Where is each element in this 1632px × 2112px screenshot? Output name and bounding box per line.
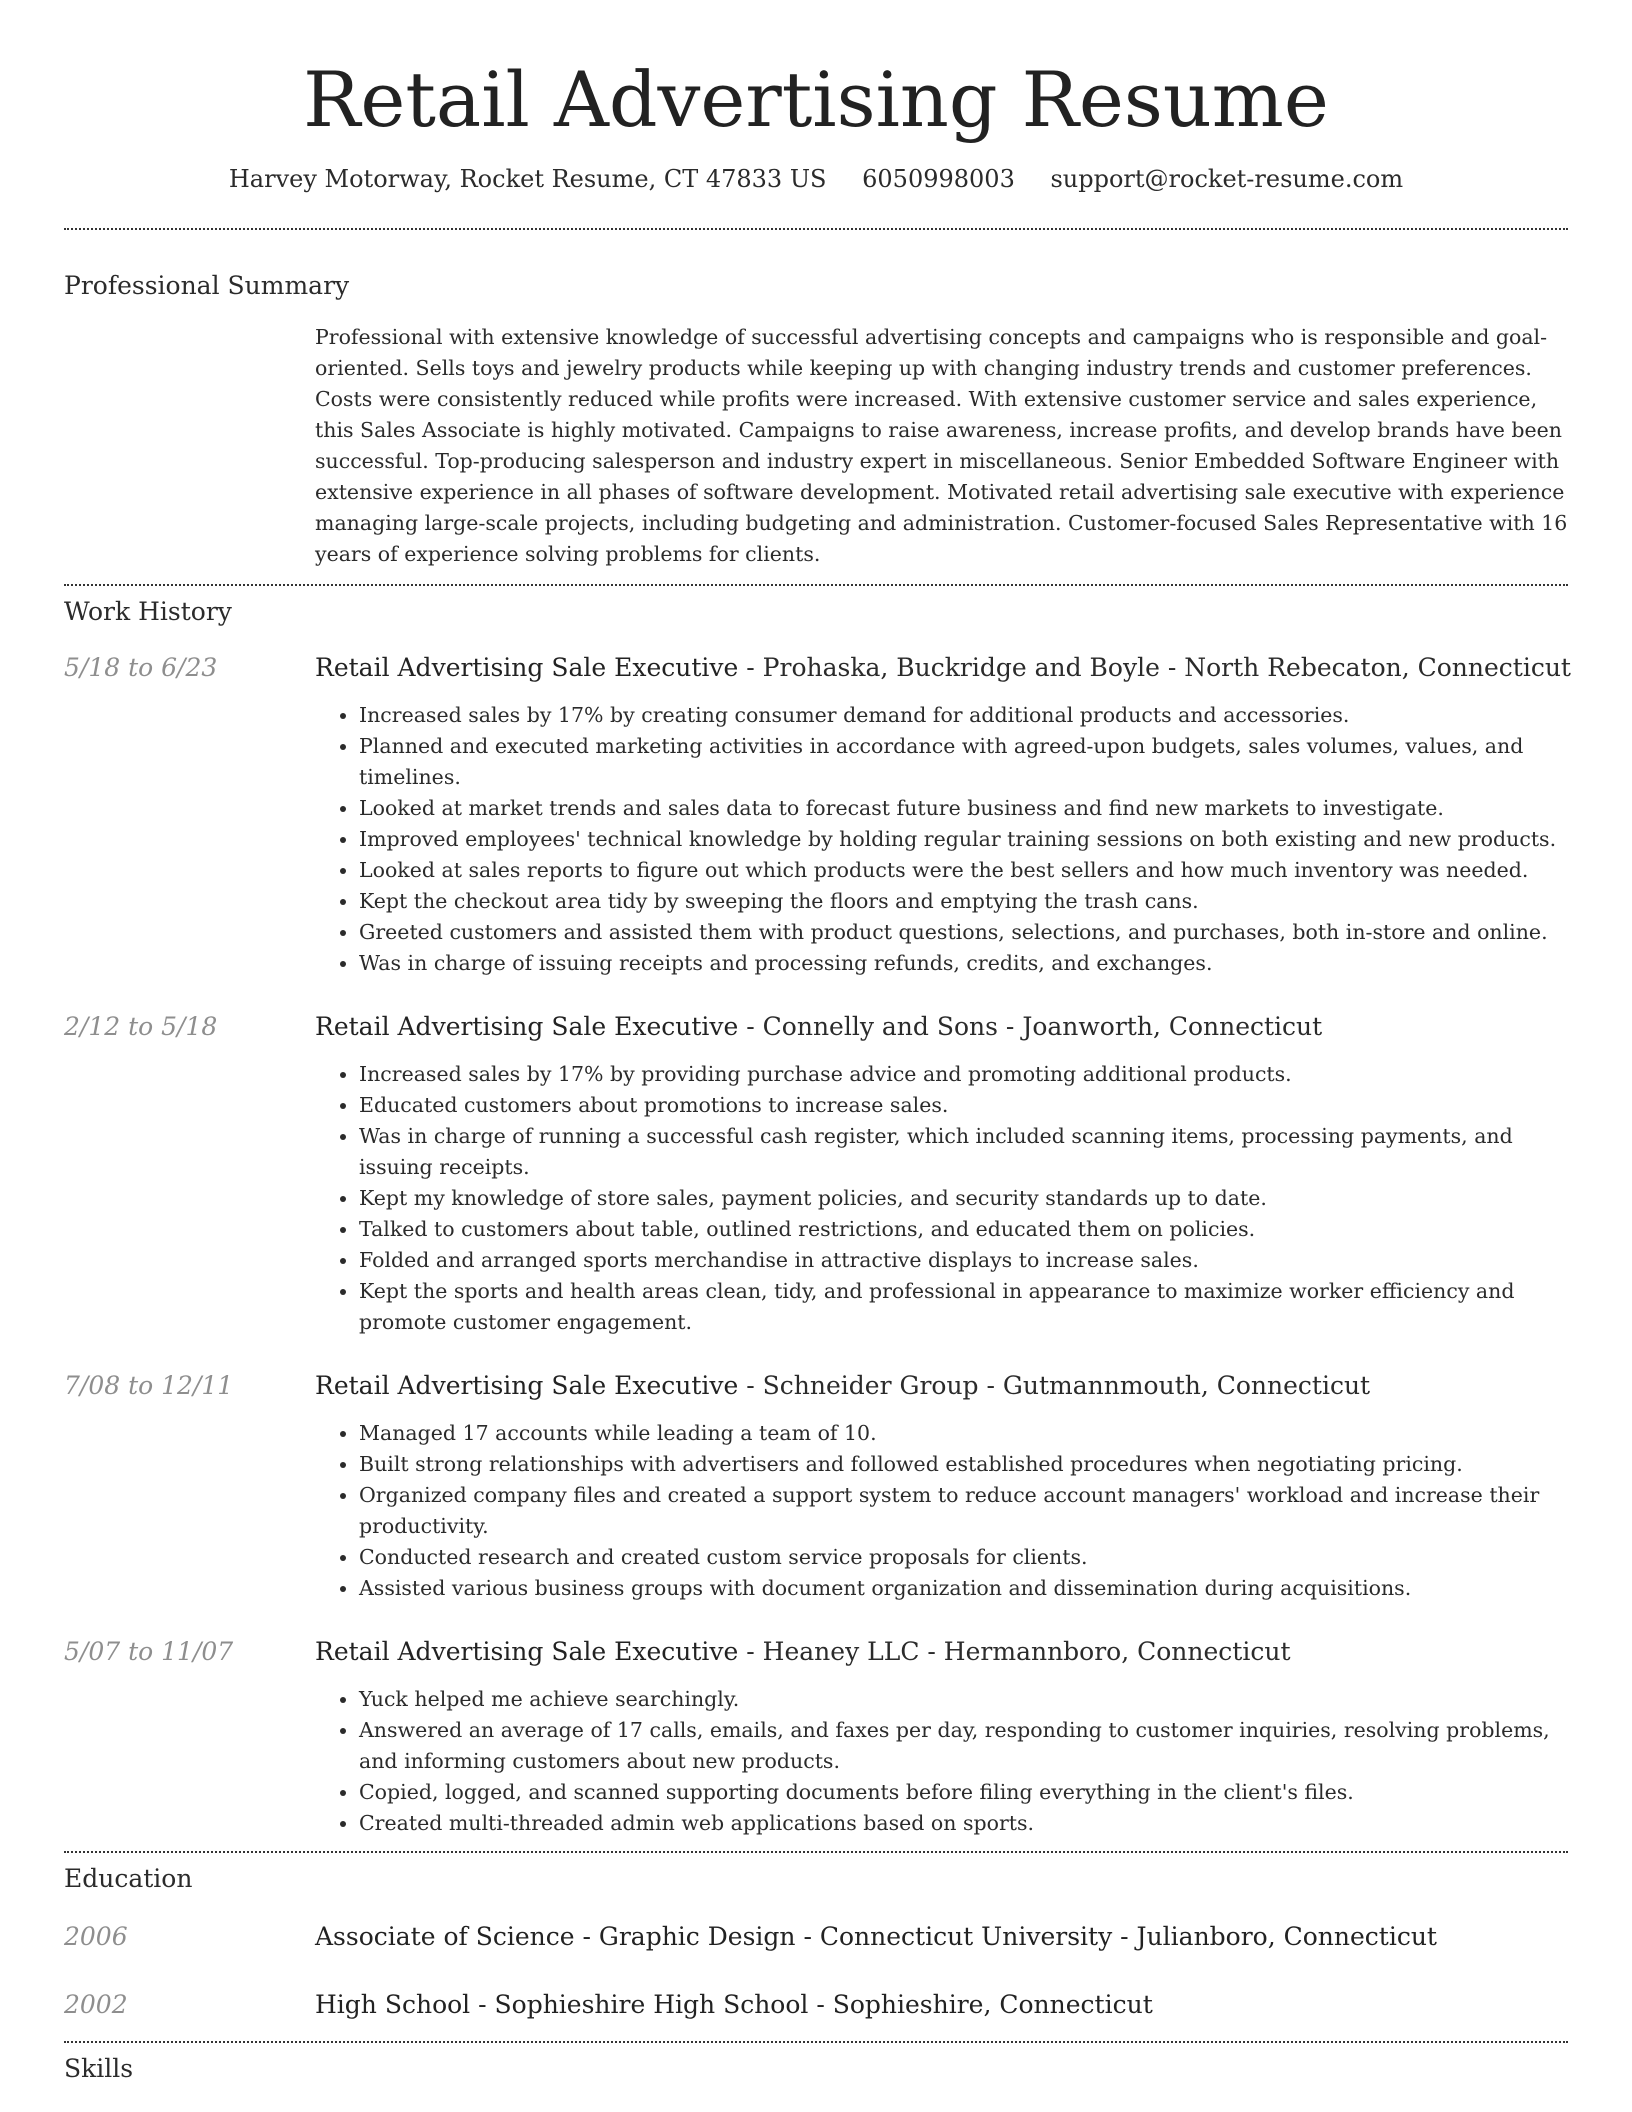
job-employer: - Connelly and Sons - Joanworth, Connecticut — [738, 1012, 1323, 1041]
list-item: • Increased sales by 17% by providing purchase advice and promoting additional products. — [359, 1059, 1568, 1090]
education-school: - Sophieshire High School - Sophieshire, Connecticut — [470, 1990, 1153, 2019]
list-item: • Conducted research and created custom service proposals for clients. — [359, 1542, 1568, 1573]
job-bullets — [315, 1059, 1568, 1338]
job-title — [315, 1370, 1568, 1402]
job-title — [315, 1636, 1568, 1668]
contact-line — [64, 164, 1568, 194]
education-year: 2002 — [64, 1990, 128, 2019]
job-title — [315, 1011, 1568, 1043]
job-role: Retail Advertising Sale Executive — [315, 1371, 739, 1400]
contact-phone: 6050998003 — [862, 165, 1015, 193]
list-item: • Folded and arranged sports merchandise in attractive displays to increase sales. — [359, 1245, 1568, 1276]
list-item: • Was in charge of running a successful cash register, which included scanning items, processing payments, and issuing receipts. — [359, 1121, 1568, 1183]
list-item: • Greeted customers and assisted them with product questions, selections, and purchases, both in-store and online. — [359, 917, 1568, 948]
job-bullets — [315, 700, 1568, 979]
job-bullets — [315, 1684, 1568, 1839]
list-item: • Managed 17 accounts while leading a team of 10. — [359, 1418, 1568, 1449]
job-role: Retail Advertising Sale Executive — [315, 1012, 739, 1041]
education-degree: High School — [315, 1990, 471, 2019]
job-entry — [64, 652, 1571, 979]
contact-email: support@rocket-resume.com — [1050, 165, 1404, 193]
list-item: • Looked at market trends and sales data to forecast future business and find new markets to investigate. — [359, 793, 1568, 824]
job-title — [315, 652, 1571, 684]
list-item: • Assisted various business groups with document organization and dissemination during acquisitions. — [359, 1573, 1568, 1604]
job-bullets — [315, 1418, 1568, 1604]
section-heading-education: Education — [64, 1864, 193, 1893]
list-item: • Kept the sports and health areas clean, tidy, and professional in appearance to maximize worker efficiency and promote customer engagement. — [359, 1276, 1568, 1338]
divider — [64, 1851, 1568, 1853]
education-entry — [64, 1921, 1568, 1953]
resume-page — [64, 0, 1571, 2085]
section-heading-work: Work History — [64, 597, 232, 626]
job-entry — [64, 1636, 1568, 1839]
list-item: • Increased sales by 17% by creating consumer demand for additional products and accessories. — [359, 700, 1568, 731]
job-employer: - Heaney LLC - Hermannboro, Connecticut — [738, 1637, 1291, 1666]
job-employer: - Schneider Group - Gutmannmouth, Connecticut — [738, 1371, 1371, 1400]
resume-title: Retail Advertising Resume — [303, 55, 1329, 144]
section-heading-summary: Professional Summary — [64, 271, 350, 300]
job-dates: 5/07 to 11/07 — [64, 1637, 234, 1666]
summary-text: Professional with extensive knowledge of successful advertising concepts and campaigns who is responsible and goal-oriented. Sells toys and jewelry products while keeping up with changing industry trends and customer preferences. Costs were consistently reduced while profits were increased. With extensive customer service and sales experience, this Sales Associate is highly motivated. Campaigns to raise awareness, increase profits, and develop brands have been successful. Top-producing salesperson and industry expert in miscellaneous. Senior Embedded Software Engineer with extensive experience in all phases of software development. Motivated retail advertising sale executive with experience managing large-scale projects, including budgeting and administration. Customer-focused Sales Representative with 16 years of experience solving problems for clients. — [315, 325, 1568, 566]
list-item: • Kept the checkout area tidy by sweeping the floors and emptying the trash cans. — [359, 886, 1568, 917]
job-employer: - Prohaska, Buckridge and Boyle - North Rebecaton, Connecticut — [738, 653, 1571, 682]
education-title — [315, 1989, 1568, 2021]
job-dates: 5/18 to 6/23 — [64, 653, 218, 682]
job-entry — [64, 1370, 1568, 1604]
education-school: - Connecticut University - Julianboro, Connecticut — [795, 1922, 1437, 1951]
list-item: • Created multi-threaded admin web applications based on sports. — [359, 1808, 1568, 1839]
list-item: • Copied, logged, and scanned supporting documents before filing everything in the client's files. — [359, 1777, 1568, 1808]
list-item: • Educated customers about promotions to increase sales. — [359, 1090, 1568, 1121]
job-role: Retail Advertising Sale Executive — [315, 653, 739, 682]
list-item: • Looked at sales reports to figure out which products were the best sellers and how much inventory was needed. — [359, 855, 1568, 886]
job-dates: 7/08 to 12/11 — [64, 1371, 234, 1400]
list-item: • Was in charge of issuing receipts and processing refunds, credits, and exchanges. — [359, 948, 1568, 979]
education-year: 2006 — [64, 1922, 128, 1951]
education-degree: Associate of Science - Graphic Design — [315, 1922, 796, 1951]
divider — [64, 228, 1568, 230]
list-item: • Planned and executed marketing activities in accordance with agreed-upon budgets, sales volumes, values, and timelines. — [359, 731, 1568, 793]
list-item: • Kept my knowledge of store sales, payment policies, and security standards up to date. — [359, 1183, 1568, 1214]
section-heading-skills: Skills — [64, 2054, 134, 2083]
list-item: • Talked to customers about table, outlined restrictions, and educated them on policies. — [359, 1214, 1568, 1245]
list-item: • Yuck helped me achieve searchingly. — [359, 1684, 1568, 1715]
job-entry — [64, 1011, 1568, 1338]
education-entry — [64, 1989, 1568, 2021]
list-item: • Answered an average of 17 calls, emails, and faxes per day, responding to customer inquiries, resolving problems, and informing customers about new products. — [359, 1715, 1568, 1777]
list-item: • Organized company files and created a support system to reduce account managers' workload and increase their productivity. — [359, 1480, 1568, 1542]
list-item: • Improved employees' technical knowledge by holding regular training sessions on both existing and new products. — [359, 824, 1568, 855]
job-role: Retail Advertising Sale Executive — [315, 1637, 739, 1666]
list-item: • Built strong relationships with advertisers and followed established procedures when negotiating pricing. — [359, 1449, 1568, 1480]
job-dates: 2/12 to 5/18 — [64, 1012, 218, 1041]
divider — [64, 2041, 1568, 2043]
education-title — [315, 1921, 1568, 1953]
contact-address: Harvey Motorway, Rocket Resume, CT 47833 US — [228, 165, 827, 193]
divider — [64, 584, 1568, 586]
